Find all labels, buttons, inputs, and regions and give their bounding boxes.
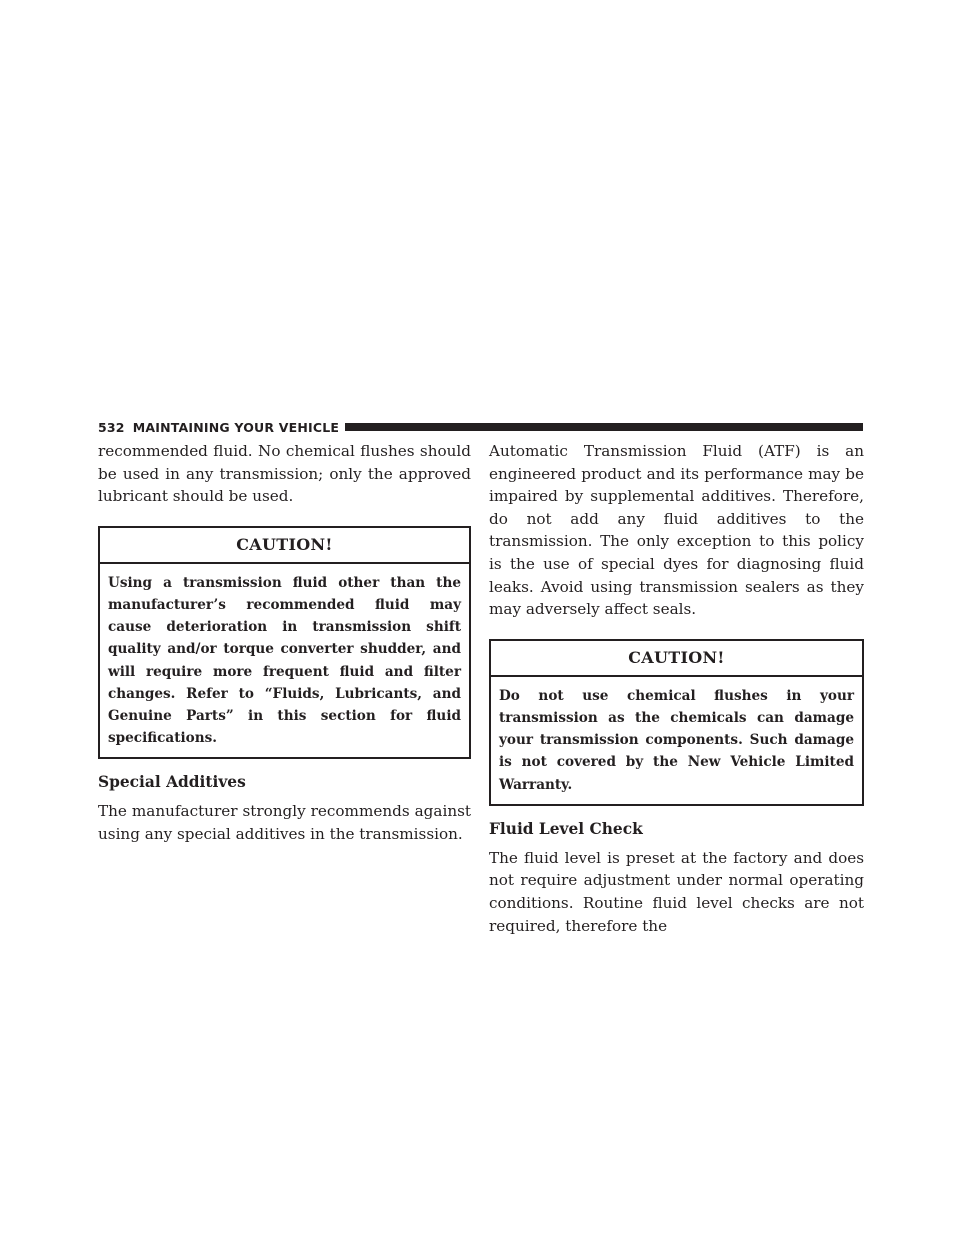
special-additives-heading: Special Additives: [98, 773, 246, 792]
special-additives-paragraph: The manufacturer strongly recommends against using any special additives in the transmission.: [98, 802, 471, 843]
left-column: [98, 440, 471, 846]
section-title: MAINTAINING YOUR VEHICLE: [132, 419, 340, 435]
caution-box-right: [489, 639, 864, 806]
caution-title: CAUTION!: [100, 528, 469, 564]
right-column: [489, 440, 864, 937]
intro-paragraph: recommended fluid. No chemical flushes should be used in any transmission; only the approved lubricant should be used.: [98, 442, 471, 506]
page-number: 532: [98, 419, 125, 435]
caution-text: Do not use chemical flushes in your transmission as the chemicals can damage your transmission components. Such damage is not covered by the New Vehicle Limited Warranty.: [499, 687, 854, 793]
fluid-level-check-paragraph: The fluid level is preset at the factory and does not require adjustment under normal operating conditions. Routine fluid level checks are not required, therefore the: [489, 848, 864, 935]
caution-title: CAUTION!: [491, 641, 862, 677]
fluid-level-check-heading: Fluid Level Check: [489, 819, 643, 838]
header-rule: [345, 423, 863, 431]
caution-box-left: [98, 526, 471, 760]
caution-text: Using a transmission fluid other than the manufacturer’s recommended fluid may cause deterioration in transmission shift quality and/or torque converter shudder, and will require more frequent fluid and filter changes. Refer to “Fluids, Lubricants, and Genuine Parts” in this section for fluid specifications.: [108, 574, 461, 747]
page-header: [98, 418, 863, 436]
atf-paragraph: Automatic Transmission Fluid (ATF) is an engineered product and its performance may be impaired by supplemental additives. Therefore, do not add any fluid additives to the transmission. The only exception to this policy is the use of special dyes for diagnosing fluid leaks. Avoid using transmission sealers as they may adversely affect seals.: [489, 442, 864, 619]
